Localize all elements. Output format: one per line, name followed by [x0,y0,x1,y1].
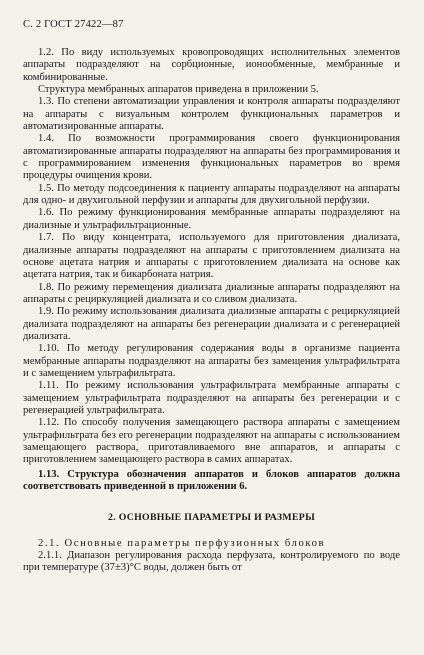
paragraph-1-4: 1.4. По возможности программирования своего функционирования автоматизированные аппараты подразделяют на аппараты без программирования и с программированием изменения функциональных параметров во время процедуры очищения крови. [23,133,400,182]
subsection-caption-text: 2.1. Основные параметры перфузионных блоков [38,537,326,549]
paragraph-2-1-1: 2.1.1. Диапазон регулирования расхода перфузата, контролируемого по воде при температуре (37±3)°С воды, должен быть от [23,550,400,574]
paragraph-structure-note: Структура мембранных аппаратов приведена в приложении 5. [38,84,319,96]
section-title: 2. ОСНОВНЫЕ ПАРАМЕТРЫ И РАЗМЕРЫ [108,512,315,524]
paragraph-1-11: 1.11. По режиму использования ультрафильтрата мембранные аппараты с замещением ультрафильтрата подразделяют на аппараты без регенерации и с регенерацией ультрафильтрата. [23,380,400,416]
body-text [23,47,400,575]
paragraph-1-7: 1.7. По виду концентрата, используемого для приготовления диализата, диализные аппараты подразделяют на аппараты с приготовлением диализата на основе ацетата натрия и аппараты с приготовлением диализата на основе как ацетата натрия, так и бикарбоната натрия. [23,232,400,281]
paragraph-1-13: 1.13. Структура обозначения аппаратов и блоков аппаратов должна соответствовать приведенной в приложении 6. [23,468,400,493]
paragraph-1-3: 1.3. По степени автоматизации управления и контроля аппараты подразделяют на аппараты с визуальным контролем функциональных параметров и автоматизированные аппараты. [23,96,400,133]
paragraph-1-8: 1.8. По режиму перемещения диализата диализные аппараты подразделяют на аппараты с рециркуляцией диализата и со сливом диализата. [23,281,400,305]
paragraph-1-9: 1.9. По режиму использования диализата диализные аппараты с рециркуляцией диализата подразделяют на аппараты без регенерации диализата и с регенерацией диализата. [23,306,400,342]
page-header: С. 2 ГОСТ 27422—87 [23,19,124,30]
subsection-caption [23,538,400,550]
paragraph-1-5: 1.5. По методу подсоединения к пациенту аппараты подразделяют на аппараты для одно- и двухигольной перфузии и аппараты для двухигольной перфузии. [23,182,400,207]
paragraph-1-2: 1.2. По виду используемых кровопроводящих исполнительных элементов аппараты подразделяют на сорбционные, ионообменные, мембранные и комбинированные. [23,47,400,83]
paragraph-1-12: 1.12. По способу получения замещающего раствора аппараты с замещением ультрафильтрата без его регенерации подразделяют на аппараты с использованием замещающего раствора, приготавливаемого вне аппаратов, и аппараты с приготовлением замещающего раствора в самих аппаратах. [23,417,400,466]
paragraph-1-10: 1.10. По методу регулирования содержания воды в организме пациента мембранные аппараты подразделяют на аппараты без замещения ультрафильтрата и с замещением ультрафильтрата. [23,343,400,379]
paragraph-1-6: 1.6. По режиму функционирования мембранные аппараты подразделяют на диализные и ультрафильтрационные. [23,207,400,231]
